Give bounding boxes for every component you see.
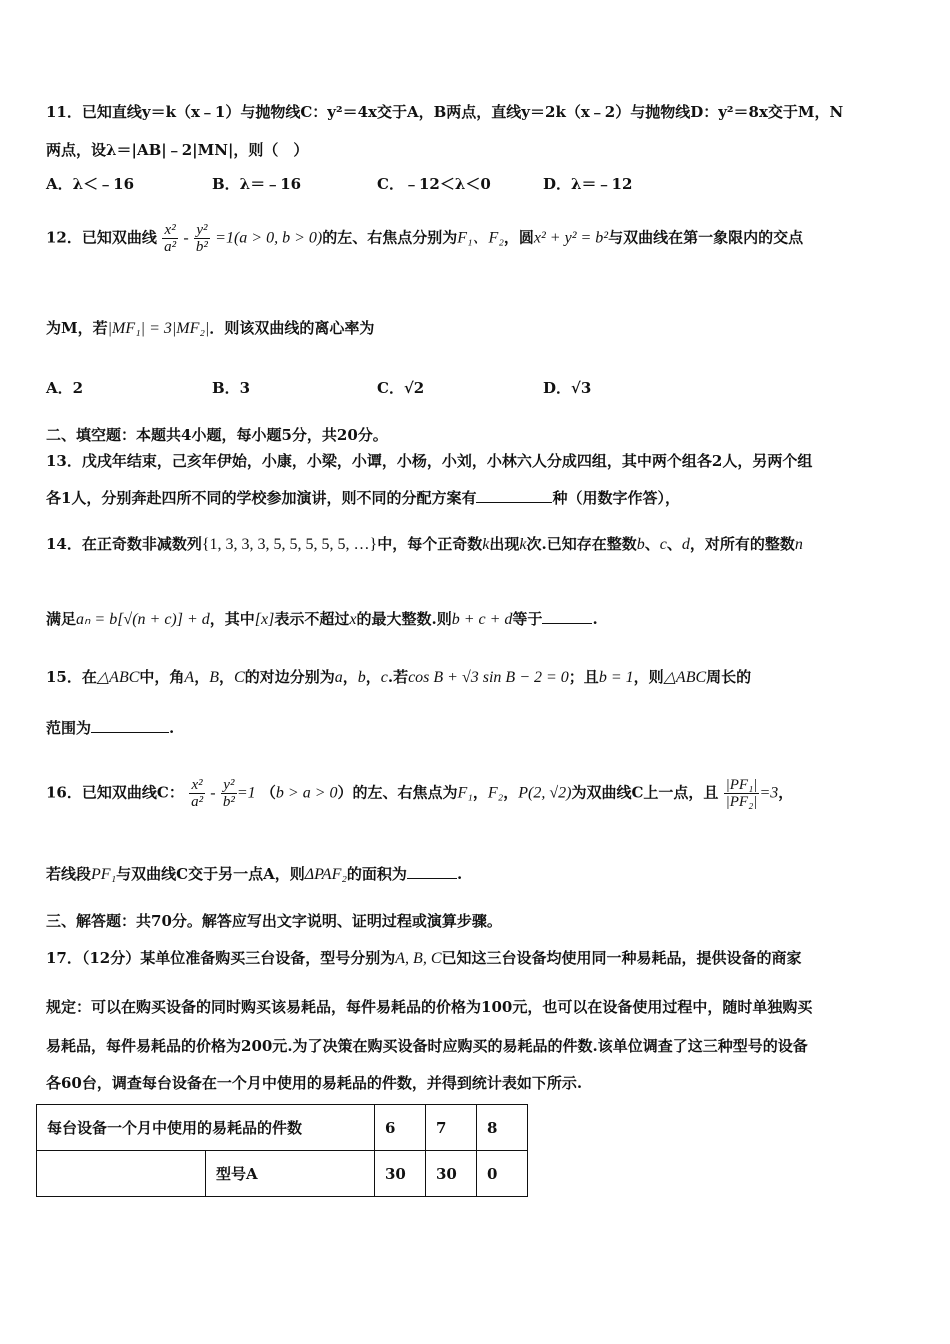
q12-option-c: C．√2	[377, 379, 425, 397]
q14-line2-mid3: 的最大整数.则	[356, 610, 452, 628]
q15-beq: b = 1	[598, 669, 634, 686]
q17-tail: 已知这三台设备均使用同一种易耗品，提供设备的商家	[441, 949, 802, 967]
q16-frac1	[189, 777, 205, 810]
q12-prefix: 12．已知双曲线	[46, 228, 157, 247]
q15-c: c	[380, 669, 388, 686]
q14-line2-mid2: 表示不超过	[274, 610, 350, 628]
q15-comma2: ，	[219, 668, 235, 686]
q16-answer-blank[interactable]	[407, 864, 457, 879]
q17-line4: 各60台，调查每台设备在一个月中使用的易耗品的件数，并得到统计表如下所示.	[46, 1074, 583, 1092]
q15-prefix: 15．在	[46, 668, 97, 686]
q16-frac1-num: x²	[189, 777, 205, 794]
q14-tail: ，对所有的整数	[689, 535, 795, 553]
q12-frac2-den: b²	[195, 239, 208, 255]
q12-frac1	[162, 222, 178, 255]
q14-c: c	[659, 536, 667, 553]
q14-bracket-x: [x]	[254, 611, 275, 628]
table-header-label: 每台设备一个月中使用的易耗品的件数	[37, 1105, 375, 1151]
q16-line2	[46, 864, 462, 885]
q16-ratio-num: |PF₁|	[725, 777, 758, 793]
q12-cond: |MF₁| = 3|MF₂|	[107, 320, 210, 337]
q13-line2a: 各1人，分别奔赴四所不同的学校参加演讲，则不同的分配方案有	[46, 489, 477, 507]
q14-b: b	[636, 536, 645, 553]
table-row-value: 30	[426, 1151, 477, 1197]
q13-line1: 13．戊戌年结束，己亥年伊始，小康，小梁，小谭，小杨，小刘，小林六人分成四组，其中两个组各2人，另两个组	[46, 452, 813, 470]
q14-prefix: 14．在正奇数非减数列	[46, 535, 202, 553]
q16-comma3: ，	[778, 783, 794, 802]
q15-p6: 周长的	[706, 668, 752, 686]
q14-k2: k	[519, 536, 527, 553]
q12-option-b: B．3	[212, 379, 251, 397]
q16-frac2-num: y²	[221, 777, 237, 794]
q15-p5: ，则	[633, 668, 664, 686]
q17-models: A, B, C	[395, 950, 442, 967]
q15-tri: △ABC	[96, 669, 140, 686]
q15-answer-blank[interactable]	[91, 718, 169, 733]
q12-line2-prefix: 为M，若	[46, 319, 108, 337]
q12-circle: x² + y² = b²	[533, 229, 609, 247]
q12-line2-tail: ．则该双曲线的离心率为	[209, 319, 375, 337]
q16-line2-mid: 与双曲线C交于另一点A，则	[116, 865, 305, 883]
q14-n: n	[794, 536, 803, 553]
q12-minus: -	[183, 229, 189, 247]
q16-ratio	[724, 777, 760, 810]
q17-line1	[46, 948, 802, 969]
q15-tri2: △ABC	[663, 669, 707, 686]
table-row	[37, 1105, 528, 1151]
q11-option-a: A．λ＜﹣16	[46, 175, 135, 193]
q15-B: B	[209, 669, 219, 686]
q17-line3: 易耗品，每件易耗品的价格为200元.为了决策在购买设备时应购买的易耗品的件数.该单位调查了这三种型号的设备	[46, 1037, 808, 1055]
q15-A: A	[184, 669, 195, 686]
stats-table	[36, 1104, 528, 1197]
q12-option-d: D．√3	[543, 379, 592, 397]
table-row	[37, 1151, 528, 1197]
q13-answer-blank[interactable]	[476, 488, 552, 503]
q16-comma: ，	[472, 783, 488, 802]
q14-d: d	[681, 536, 690, 553]
q11-option-c: C．﹣12＜λ＜0	[377, 175, 491, 193]
q12-line1	[46, 222, 803, 255]
q14-seq: {1, 3, 3, 3, 5, 5, 5, 5, 5, …}	[201, 536, 378, 553]
q16-F2: F₂	[487, 784, 504, 802]
q16-frac2	[221, 777, 237, 810]
q15-comma4: ，	[365, 668, 381, 686]
q17-line2: 规定：可以在购买设备的同时购买该易耗品，每件易耗品的价格为100元，也可以在设备使用过程中，随时单独购买	[46, 998, 813, 1016]
q15-comma1: ，	[194, 668, 210, 686]
q14-line2	[46, 609, 598, 630]
q12-tail: 与双曲线在第一象限内的交点	[608, 228, 804, 247]
q12-circle-lead: ，圆	[503, 228, 534, 247]
q12-frac2	[194, 222, 210, 255]
q16-prefix: 16．已知双曲线C：	[46, 783, 184, 802]
q15-p4: ；且	[568, 668, 599, 686]
q12-frac1-den: a²	[164, 239, 177, 255]
q11-option-b: B．λ＝﹣16	[212, 175, 302, 193]
q14-line1	[46, 534, 803, 555]
q11-line1: 11．已知直线y＝k（x﹣1）与抛物线C：y²＝4x交于A，B两点，直线y＝2k（x﹣2）与抛物线D：y²＝8x交于M，N	[46, 103, 844, 121]
q16-ratio-eq: =3	[759, 784, 779, 802]
table-header-value: 6	[375, 1105, 426, 1151]
q14-line2-prefix: 满足	[46, 610, 77, 628]
q16-frac1-den: a²	[191, 794, 204, 810]
q16-end: .	[456, 865, 463, 883]
q15-C: C	[234, 669, 245, 686]
q17-prefix: 17．（12分）某单位准备购买三台设备，型号分别为	[46, 949, 396, 967]
table-empty-cell	[37, 1151, 206, 1197]
q12-foci: F₁、F₂	[457, 229, 504, 247]
q14-line2-mid: ，其中	[209, 610, 255, 628]
q15-eq: cos B + √3 sin B − 2 = 0	[408, 669, 569, 686]
table-row-value: 30	[375, 1151, 426, 1197]
q16-mid: 为双曲线C上一点，且	[571, 783, 719, 802]
q14-x: x	[349, 611, 357, 628]
q15-line2	[46, 718, 174, 738]
q12-frac2-num: y²	[194, 222, 210, 239]
q16-minus: -	[210, 784, 216, 802]
table-row-label: 型号A	[206, 1151, 375, 1197]
q16-P: P(2, √2)	[518, 784, 572, 802]
q15-line1	[46, 667, 751, 688]
q14-sum: b + c + d	[451, 611, 513, 628]
q15-p1: 中，角	[139, 668, 185, 686]
q14-mid3: 次.已知存在整数	[526, 535, 637, 553]
q14-mid2: 出现	[489, 535, 520, 553]
q15-a: a	[334, 669, 343, 686]
q11-option-d: D．λ＝﹣12	[543, 175, 633, 193]
q14-k1: k	[482, 536, 490, 553]
section3-heading: 三、解答题：共70分。解答应写出文字说明、证明过程或演算步骤。	[46, 912, 502, 930]
q16-frac2-den: b²	[222, 794, 235, 810]
q16-eq1: =1	[236, 784, 256, 802]
q12-option-a: A．2	[46, 379, 84, 397]
q12-eq-tail: =1(a > 0, b > 0)	[215, 229, 323, 247]
q15-line2-text: 范围为	[46, 719, 92, 737]
q14-end: .	[592, 610, 598, 628]
q16-ratio-den: |PF₂|	[725, 794, 758, 810]
q16-line2-prefix: 若线段	[46, 865, 92, 883]
q14-sep1: 、	[644, 535, 660, 553]
q16-paren-close: ）的左、右焦点为	[337, 783, 458, 802]
q16-line1	[46, 777, 793, 810]
q15-p2: 的对边分别为	[244, 668, 335, 686]
q16-F1: F₁	[457, 784, 473, 802]
q15-comma3: ，	[342, 668, 358, 686]
q16-tri: ΔPAF₂	[304, 866, 347, 883]
section2-heading: 二、填空题：本题共4小题，每小题5分，共20分。	[46, 426, 388, 444]
q12-frac1-num: x²	[162, 222, 178, 239]
table-header-value: 8	[477, 1105, 528, 1151]
q11-line2: 两点，设λ＝|AB|﹣2|MN|，则（ ）	[46, 141, 309, 159]
q16-cond: b > a > 0	[275, 784, 338, 802]
q14-formula: aₙ = b[√(n + c)] + d	[76, 611, 210, 628]
q13-line2b: 种（用数字作答），	[552, 489, 680, 507]
q13-line2	[46, 488, 680, 508]
q14-answer-blank[interactable]	[542, 609, 592, 624]
table-row-value: 0	[477, 1151, 528, 1197]
q16-PF1: PF₁	[91, 866, 117, 883]
q15-end: .	[169, 719, 175, 737]
q16-comma2: ，	[503, 783, 519, 802]
q16-line2-tail: 的面积为	[346, 865, 407, 883]
q15-p3: .若	[387, 668, 409, 686]
q15-b: b	[357, 669, 366, 686]
q14-line2-tail: 等于	[512, 610, 543, 628]
q12-line2	[46, 318, 374, 339]
q16-paren-open: （	[260, 783, 276, 802]
q14-sep2: 、	[666, 535, 682, 553]
table-header-value: 7	[426, 1105, 477, 1151]
q12-mid: 的左、右焦点分别为	[322, 228, 458, 247]
q14-mid1: 中，每个正奇数	[377, 535, 483, 553]
